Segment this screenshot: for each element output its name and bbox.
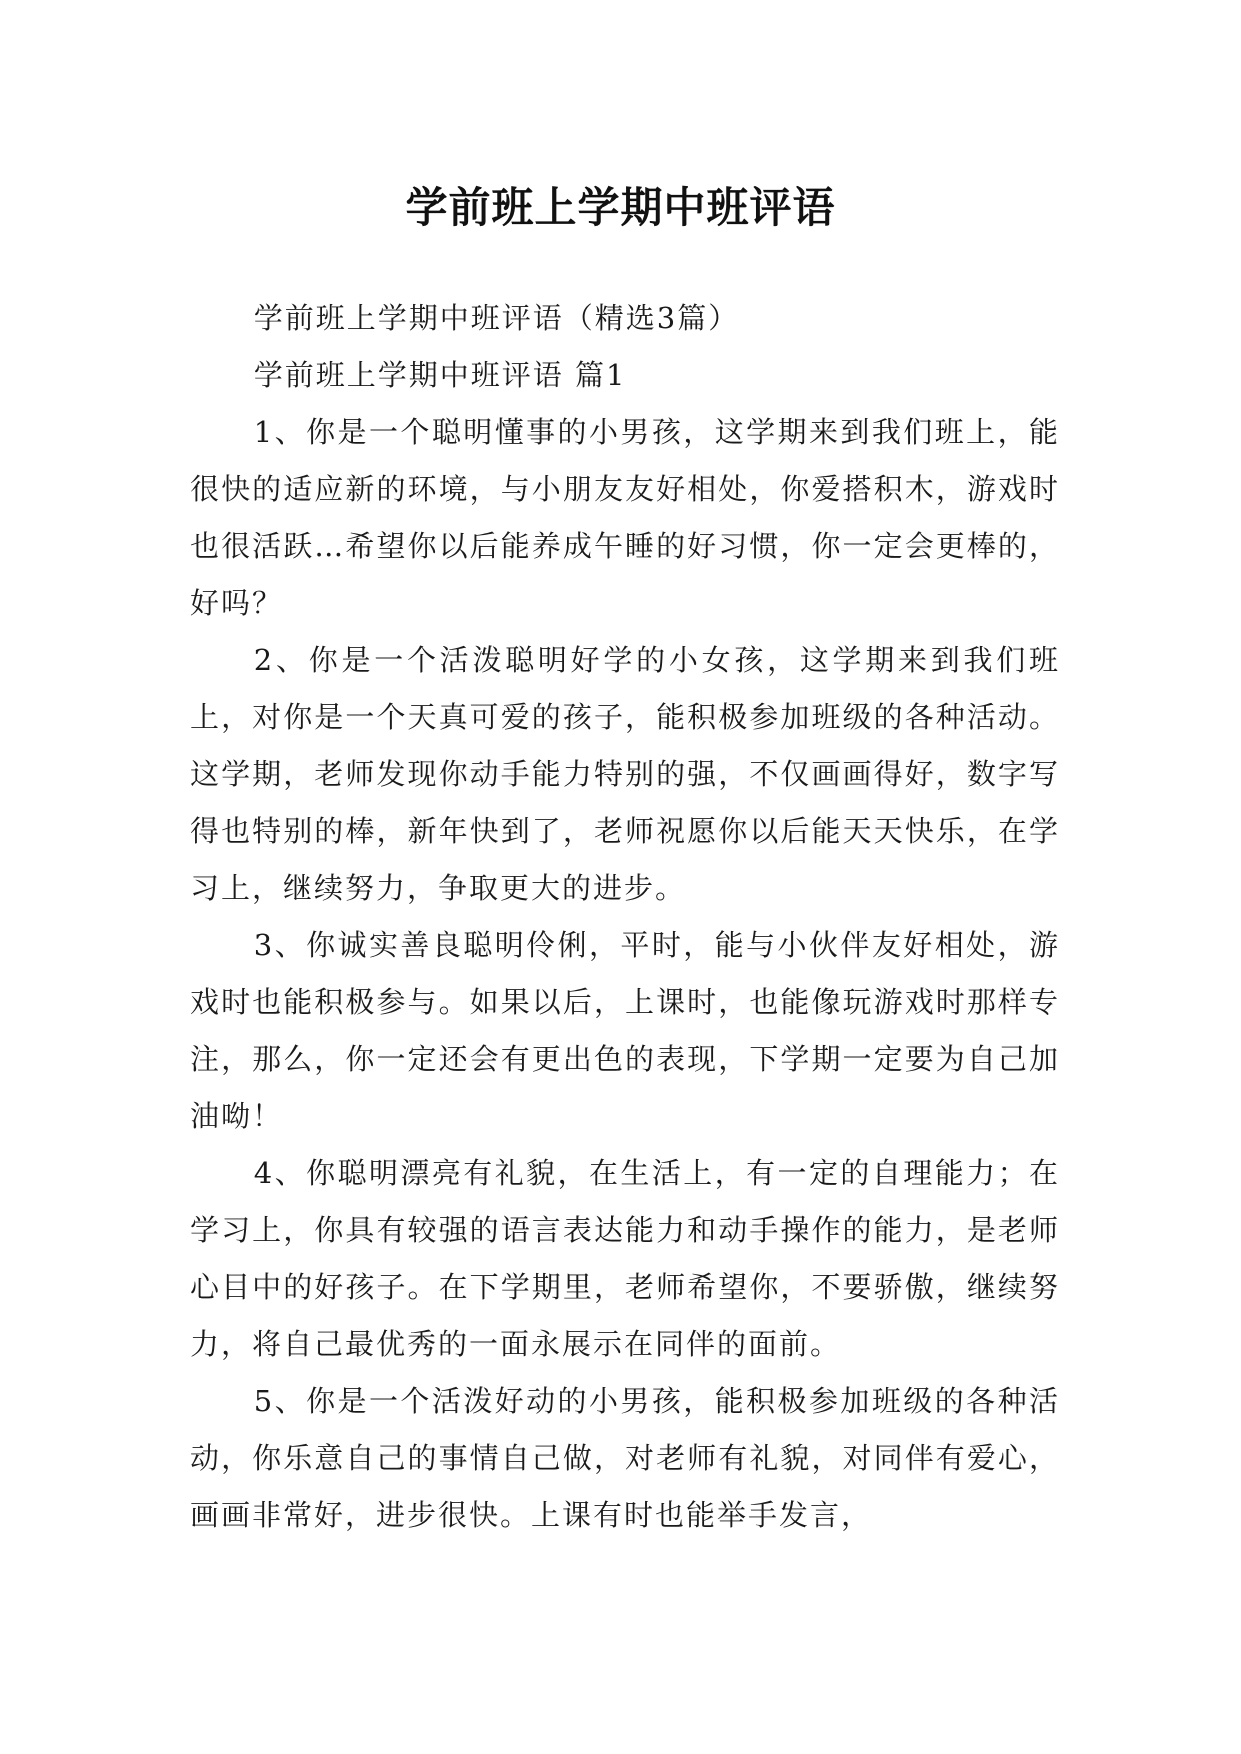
comment-paragraph-1: 1、你是一个聪明懂事的小男孩，这学期来到我们班上，能很快的适应新的环境，与小朋友友好相处，你爱搭积木，游戏时也很活跃…希望你以后能养成午睡的好习惯，你一定会更棒的，好吗？ xyxy=(190,415,1060,620)
section-heading: 学前班上学期中班评语 篇1 xyxy=(253,358,627,392)
document-body xyxy=(190,290,1060,1544)
comment-paragraph-3: 3、你诚实善良聪明伶俐，平时，能与小伙伴友好相处，游戏时也能积极参与。如果以后，上课时，也能像玩游戏时那样专注，那么，你一定还会有更出色的表现，下学期一定要为自己加油呦！ xyxy=(190,928,1060,1133)
comment-paragraph-4: 4、你聪明漂亮有礼貌，在生活上，有一定的自理能力；在学习上，你具有较强的语言表达能力和动手操作的能力，是老师心目中的好孩子。在下学期里，老师希望你，不要骄傲，继续努力，将自己最优秀的一面永展示在同伴的面前。 xyxy=(190,1156,1060,1361)
comment-paragraph-5: 5、你是一个活泼好动的小男孩，能积极参加班级的各种活动，你乐意自己的事情自己做，对老师有礼貌，对同伴有爱心，画画非常好，进步很快。上课有时也能举手发言， xyxy=(190,1384,1060,1532)
page-title: 学前班上学期中班评语 xyxy=(405,183,836,233)
comment-paragraph-2: 2、你是一个活泼聪明好学的小女孩，这学期来到我们班上，对你是一个天真可爱的孩子，能积极参加班级的各种活动。这学期，老师发现你动手能力特别的强，不仅画画得好，数字写得也特别的棒，新年快到了，老师祝愿你以后能天天快乐，在学习上，继续努力，争取更大的进步。 xyxy=(190,643,1060,905)
subtitle-paragraph: 学前班上学期中班评语（精选3篇） xyxy=(253,301,740,335)
